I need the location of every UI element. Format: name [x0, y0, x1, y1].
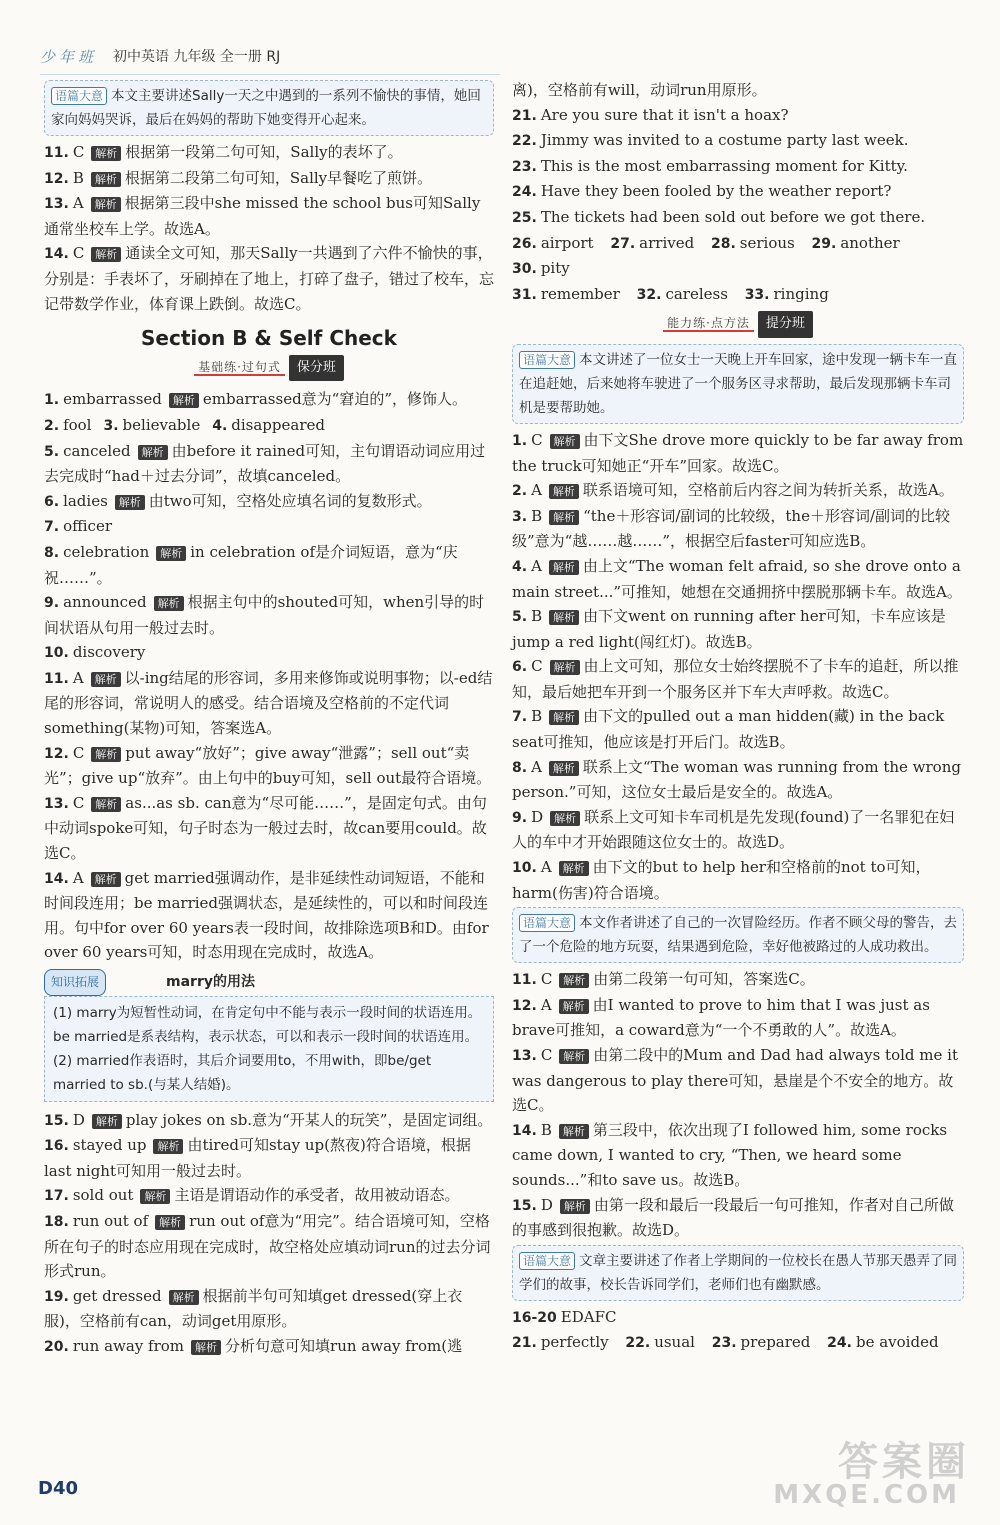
- answer-item: [512, 1118, 964, 1193]
- explain-tag: 解析: [140, 1189, 170, 1204]
- item-answer: sold out: [72, 1186, 134, 1205]
- item-answer: A: [531, 556, 542, 575]
- item-answer: A: [531, 757, 542, 776]
- section-title: Section B & Self Check: [141, 326, 397, 351]
- item-answer: ringing: [773, 284, 829, 303]
- item-number: 21.: [512, 1335, 537, 1352]
- item-answer: D: [72, 1110, 85, 1129]
- item-text: 由下文She drove more quickly to be far away from the truck可知她正“开车”回家。故选C。: [512, 430, 964, 475]
- item-number: 5.: [44, 443, 60, 460]
- item-text: 通读全文可知，那天Sally一共遇到了六件不愉快的事，分别是：手表坏了，牙刷掉在了地上，打碎了盘子，错过了校车，忘记带数学作业，体育课上跌倒。故选C。: [44, 244, 495, 313]
- item-number: 29.: [811, 235, 837, 252]
- book-meta: 初中英语 九年级 全一册 RJ: [113, 49, 281, 65]
- answer-item: [512, 755, 964, 805]
- answer-item: [44, 1183, 494, 1209]
- level-bar: [512, 311, 964, 338]
- item-text: play jokes on sb.意为“开某人的玩笑”，是固定词组。: [125, 1110, 493, 1129]
- explain-tag: 解析: [549, 510, 579, 525]
- item-answer: ladies: [63, 491, 108, 510]
- item-answer: discovery: [72, 643, 146, 662]
- item-answer: embarrassed: [63, 390, 162, 409]
- answer-item: [44, 540, 494, 590]
- answer-item: [44, 191, 494, 241]
- item-answer: airport: [540, 233, 594, 252]
- item-number: 15.: [512, 1197, 537, 1214]
- item-text: 由第二段第一句可知，答案选C。: [593, 970, 815, 989]
- item-number: 22.: [512, 133, 537, 150]
- explain-tag: 解析: [153, 1139, 183, 1154]
- answer-item: [512, 855, 964, 905]
- item-text: get married强调动作，是非延续性动词短语，不能和时间段连用；be married强调状态，是延续性的，可以和时间段连用。句中for over 60 years表一段时间，故排除选项B和D。由for over 60 years可知，时态用现在完成时，故选A。: [44, 868, 489, 962]
- item-answer: believable: [122, 415, 201, 434]
- sentence-item: [512, 179, 964, 205]
- item-number: 1.: [44, 392, 60, 409]
- item-answer: remember: [540, 284, 620, 303]
- sentence-item: [512, 205, 964, 231]
- explain-tag: 解析: [91, 197, 121, 212]
- summary-tag: 语篇大意: [519, 351, 575, 369]
- extension-title: marry的用法: [166, 974, 255, 990]
- item-text: 由第一段和最后一段最后一句可推知，作者对自己所做的事感到很抱歉。故选D。: [512, 1195, 954, 1240]
- item-text: put away“放好”；give away“泄露”；sell out“卖光”；give up“放弃”。由上句中的buy可知，sell out最符合语境。: [44, 743, 492, 788]
- item-number: 13.: [512, 1048, 537, 1064]
- item-text: 联系上文可知卡车司机是先发现(found)了一名罪犯在妇人的车中才开始跟随这位女士的。故选D。: [512, 807, 955, 852]
- item-text: as...as sb. can意为“尽可能……”，是固定句式。由句中动词spoke可知，句子时态为一般过去时，故can要用could。故选C。: [44, 793, 487, 863]
- item-number: 15.: [44, 1112, 69, 1129]
- answer-item: [44, 489, 494, 515]
- item-answer: C: [72, 743, 85, 762]
- item-answer: A: [72, 868, 84, 887]
- item-number: 23.: [711, 1335, 737, 1352]
- item-text: 以-ing结尾的形容词，多用来修饰或说明事物；以-ed结尾的形容词，常说明人的感受。结合语境及空格前的不定代词something(某物)可知，答案选A。: [44, 668, 493, 738]
- item-answer: officer: [63, 517, 112, 536]
- item-answer: C: [72, 244, 85, 263]
- explain-tag: 解析: [550, 660, 580, 675]
- answer-item: [44, 1334, 494, 1360]
- explain-tag: 解析: [115, 495, 145, 510]
- item-text: embarrassed意为“窘迫的”，修饰人。: [202, 390, 468, 409]
- answer-item: [512, 967, 964, 993]
- answer-item: [44, 640, 494, 666]
- item-number: 13.: [44, 795, 69, 812]
- item-number: 23.: [512, 158, 537, 175]
- level-label: 基础练·过句式: [194, 360, 285, 376]
- item-number: 3.: [103, 417, 119, 434]
- item-number: 11.: [44, 670, 69, 687]
- item-answer: B: [531, 607, 543, 626]
- sentence-item: [512, 128, 964, 154]
- item-text: Have they been fooled by the weather report?: [540, 182, 892, 201]
- summary-box: [44, 80, 494, 136]
- summary-box: [512, 344, 964, 424]
- item-number: 11.: [512, 972, 537, 989]
- answer-item: [512, 428, 964, 478]
- brand-logo: 少年班: [40, 47, 98, 66]
- item-answer: B: [531, 707, 543, 726]
- explain-tag: 解析: [549, 710, 579, 725]
- answer-item: [44, 1209, 494, 1284]
- item-text: 由I wanted to prove to him that I was just as brave可推知，a coward意为“一个不勇敢的人”。故选A。: [512, 995, 930, 1040]
- item-text: in celebration of是介词短语，意为“庆祝……”。: [44, 542, 458, 587]
- answer-item: [44, 166, 494, 192]
- item-number: 7.: [512, 709, 528, 726]
- item-answer: C: [540, 1046, 553, 1064]
- extension-box: [44, 996, 494, 1102]
- summary-text: 本文主要讲述Sally一天之中遇到的一系列不愉快的事情，她回家向妈妈哭诉，最后在妈妈的帮助下她变得开心起来。: [51, 88, 481, 128]
- item-text: 第三段中，依次出现了I followed him, some rocks came down, I wanted to cry, “Then, we heard some sounds...”和to save us。故选B。: [512, 1120, 948, 1189]
- item-text: 由before it rained可知，主句谓语动词应用过去完成时“had＋过去分词”，故填canceled。: [44, 441, 486, 486]
- item-number: 16.: [44, 1138, 69, 1155]
- item-answer: fool: [63, 415, 92, 434]
- answer-item: [512, 504, 964, 554]
- item-answer: pity: [540, 259, 570, 278]
- answer-item: [44, 439, 494, 489]
- answer-item: [44, 1284, 494, 1334]
- item-number: 28.: [710, 235, 736, 252]
- watermark-logo: 答案圈: [838, 1439, 970, 1485]
- answer-item: [512, 554, 964, 604]
- answer-item: [44, 1133, 494, 1183]
- answer-item: [512, 993, 964, 1043]
- extension-para: (2) married作表语时，其后介词要用to，不用with，即be/get married to sb.(与某人结婚)。: [53, 1052, 432, 1093]
- explain-tag: 解析: [549, 610, 579, 625]
- item-answer: D: [531, 807, 544, 826]
- item-text: 主语是谓语动作的承受者，故用被动语态。: [174, 1186, 460, 1205]
- item-answer: C: [540, 970, 553, 989]
- item-number: 6.: [44, 493, 60, 510]
- explain-tag: 解析: [559, 1124, 589, 1139]
- item-text: 由第二段中的Mum and Dad had always told me it was dangerous to play there可知，悬崖是个不安全的地方。故选C。: [512, 1046, 958, 1115]
- item-answer: stayed up: [72, 1136, 147, 1155]
- item-number: 31.: [512, 286, 537, 303]
- item-answer: canceled: [63, 441, 131, 460]
- explain-tag: 解析: [91, 672, 121, 687]
- summary-tag: 语篇大意: [51, 87, 107, 105]
- item-text: 根据主句中的shouted可知，when引导的时间状语从句用一般过去时。: [44, 593, 485, 637]
- right-column: [512, 78, 964, 1356]
- item-number: 26.: [512, 235, 537, 252]
- explain-tag: 解析: [91, 247, 121, 262]
- item-text: “the＋形容词/副词的比较级，the＋形容词/副词的比较级”意为“越……越……”，根据空后faster可知应选B。: [512, 506, 951, 551]
- item-text: This is the most embarrassing moment for Kitty.: [540, 156, 908, 175]
- item-number: 20.: [44, 1338, 69, 1355]
- item-text: 由上文可知，那位女士始终摆脱不了卡车的追赶，所以推知，最后她把车开到一个服务区并下车大声呼救。故选C。: [512, 657, 959, 701]
- explain-tag: 解析: [549, 560, 579, 575]
- item-answer: A: [540, 858, 552, 877]
- item-number: 9.: [512, 809, 528, 826]
- item-number: 3.: [512, 508, 528, 525]
- summary-tag: 语篇大意: [519, 1252, 575, 1270]
- item-number: 8.: [44, 544, 60, 561]
- summary-box: [512, 907, 964, 963]
- answer-item: [44, 140, 494, 166]
- sentence-item: [512, 154, 964, 180]
- level-badge: 保分班: [289, 355, 344, 382]
- item-answer: D: [540, 1195, 553, 1214]
- item-text: 由下文的but to help her和空格前的not to可知，harm(伤害)符合语境。: [512, 858, 931, 902]
- item-number: 7.: [44, 519, 60, 536]
- explain-tag: 解析: [91, 747, 121, 762]
- summary-text: 本文作者讲述了自己的一次冒险经历。作者不顾父母的警告，去了一个危险的地方玩耍，结果遇到危险，幸好他被路过的人成功救出。: [519, 915, 958, 956]
- explain-tag: 解析: [550, 811, 580, 826]
- answer-item: [44, 866, 494, 965]
- answer-item: [512, 805, 964, 855]
- item-number: 30.: [512, 261, 537, 278]
- answer-item: [512, 604, 964, 654]
- summary-text: 文章主要讲述了作者上学期间的一位校长在愚人节那天愚弄了同学们的故事，校长告诉同学们，老师们也有幽默感。: [519, 1252, 958, 1293]
- item-number: 2.: [512, 483, 528, 500]
- answer-item: [44, 241, 494, 316]
- item-text: 根据前半句可知填get dressed(穿上衣服)，空格前有can，动词get用原形。: [44, 1286, 463, 1331]
- item-number: 10.: [44, 645, 69, 662]
- explain-tag: 解析: [91, 146, 121, 161]
- item-answer: prepared: [740, 1333, 811, 1352]
- explain-tag: 解析: [91, 172, 121, 187]
- summary-tag: 语篇大意: [519, 914, 575, 932]
- item-answer: another: [840, 233, 900, 252]
- item-answer: get dressed: [72, 1286, 162, 1305]
- left-column: [44, 78, 494, 1360]
- item-number: 16-20: [512, 1309, 557, 1326]
- explain-tag: 解析: [559, 973, 589, 988]
- item-number: 27.: [610, 235, 636, 252]
- answer-item: [44, 514, 494, 540]
- item-number: 32.: [636, 286, 662, 303]
- item-number: 25.: [512, 209, 537, 226]
- continued-text: 离)，空格前有will，动词run用原形。: [512, 81, 767, 99]
- explain-tag: 解析: [91, 872, 121, 887]
- extension-para: (1) marry为短暂性动词，在肯定句中不能与表示一段时间的状语连用。be married是系表结构，表示状态，可以和表示一段时间的状语连用。: [53, 1004, 482, 1045]
- item-text: 根据第二段第二句可知，Sally早餐吃了煎饼。: [124, 168, 433, 187]
- item-answer: perfectly: [540, 1333, 609, 1352]
- item-answer: A: [72, 668, 84, 687]
- item-text: 联系上文“The woman was running from the wrong person.”可知，这位女士最后是安全的。故选A。: [512, 757, 961, 802]
- word-row: [512, 282, 964, 308]
- extension-tag: 知识拓展: [44, 969, 106, 996]
- answer-item: [44, 791, 494, 866]
- item-number: 4.: [512, 558, 528, 575]
- item-number: 6.: [512, 659, 528, 676]
- item-answer: C: [531, 657, 543, 676]
- page-header: [40, 38, 500, 74]
- item-number: 19.: [44, 1288, 69, 1305]
- item-text: 由two可知，空格处应填名词的复数形式。: [148, 491, 432, 510]
- item-answer: usual: [654, 1333, 695, 1352]
- explain-tag: 解析: [549, 484, 579, 499]
- item-number: 33.: [744, 286, 770, 303]
- item-answer: serious: [739, 233, 795, 252]
- item-answer: A: [72, 194, 84, 213]
- item-number: 8.: [512, 759, 528, 776]
- answer-item: [44, 1108, 494, 1134]
- item-number: 24.: [827, 1335, 852, 1352]
- item-answer: C: [531, 430, 543, 449]
- item-answer: run away from: [72, 1336, 185, 1355]
- level-label: 能力练·点方法: [663, 316, 754, 332]
- item-number: 18.: [44, 1213, 69, 1230]
- answer-item: [44, 413, 494, 439]
- answer-item: [512, 704, 964, 754]
- answer-item: [44, 741, 494, 791]
- item-number: 9.: [44, 595, 60, 612]
- item-text: Are you sure that it isn't a hoax?: [540, 105, 789, 124]
- item-answer: announced: [63, 593, 147, 612]
- item-number: 21.: [512, 107, 537, 124]
- word-row: [512, 231, 964, 282]
- answer-item: [512, 1305, 964, 1331]
- item-answer: be avoided: [855, 1333, 939, 1352]
- item-number: 2.: [44, 417, 60, 434]
- item-answer: C: [72, 143, 85, 161]
- item-number: 22.: [625, 1335, 651, 1352]
- explain-tag: 解析: [155, 1215, 185, 1230]
- item-answer: EDAFC: [560, 1307, 617, 1326]
- word-row: [512, 1330, 964, 1356]
- item-number: 12.: [44, 170, 69, 187]
- item-answer: A: [531, 481, 542, 500]
- item-text: Jimmy was invited to a costume party last week.: [540, 131, 909, 150]
- item-text: 由下文went on running after her可知，卡车应该是jump a red light(闯红灯)。故选B。: [512, 607, 946, 651]
- header-divider: [40, 74, 500, 75]
- answer-item: [512, 478, 964, 504]
- explain-tag: 解析: [549, 761, 579, 776]
- answer-item: [44, 387, 494, 413]
- item-number: 11.: [44, 145, 69, 161]
- item-text: 由上文“The woman felt afraid, so she drove onto a main street...”可推知，她想在交通拥挤中摆脱那辆卡车。故选A。: [512, 556, 962, 601]
- item-number: 10.: [512, 860, 537, 877]
- item-text: 由下文的pulled out a man hidden(藏) in the back seat可推知，他应该是打开后门。故选B。: [512, 707, 945, 752]
- sentence-item: [512, 103, 964, 129]
- explain-tag: 解析: [154, 596, 184, 611]
- item-number: 17.: [44, 1188, 69, 1205]
- item-number: 1.: [512, 432, 528, 449]
- summary-text: 本文讲述了一位女士一天晚上开车回家，途中发现一辆卡车一直在追赶她，后来她将车驶进了一个服务区寻求帮助，最后发现那辆卡车司机是要帮助她。: [519, 351, 958, 416]
- item-answer: celebration: [63, 542, 150, 561]
- item-number: 5.: [512, 609, 528, 626]
- item-text: 根据第一段第二句可知，Sally的表坏了。: [125, 143, 403, 161]
- explain-tag: 解析: [559, 999, 589, 1014]
- item-answer: B: [531, 506, 543, 525]
- explain-tag: 解析: [156, 546, 186, 561]
- explain-tag: 解析: [138, 445, 168, 460]
- explain-tag: 解析: [169, 1290, 199, 1305]
- explain-tag: 解析: [191, 1340, 221, 1355]
- answer-item: [512, 1043, 964, 1118]
- item-answer: B: [540, 1120, 552, 1139]
- item-number: 13.: [44, 196, 69, 213]
- explain-tag: 解析: [560, 1199, 590, 1214]
- page-number: D40: [38, 1478, 78, 1499]
- answer-item: [512, 654, 964, 704]
- item-text: 分析句意可知填run away from(逃: [225, 1336, 463, 1355]
- item-answer: disappeared: [231, 415, 325, 434]
- item-number: 14.: [44, 246, 69, 263]
- item-text: 联系语境可知，空格前后内容之间为转折关系，故选A。: [582, 481, 954, 500]
- level-bar: [44, 355, 494, 382]
- item-text: run out of意为“用完”。结合语境可知，空格所在句子的时态应用现在完成时，故空格处应填动词run的过去分词形式run。: [44, 1211, 491, 1281]
- answer-item: [44, 590, 494, 640]
- item-number: 14.: [44, 870, 69, 887]
- item-number: 4.: [212, 417, 228, 434]
- item-number: 12.: [512, 997, 537, 1014]
- answer-item: [44, 666, 494, 741]
- item-answer: A: [540, 995, 552, 1014]
- item-number: 12.: [44, 745, 69, 762]
- answer-item: [512, 1193, 964, 1243]
- watermark-url: MXQE.COM: [773, 1480, 960, 1510]
- item-answer: arrived: [639, 233, 695, 252]
- item-number: 14.: [512, 1122, 537, 1139]
- item-text: 根据第三段中she missed the school bus可知Sally通常坐校车上学。故选A。: [44, 194, 481, 238]
- explain-tag: 解析: [559, 861, 589, 876]
- summary-box: [512, 1245, 964, 1301]
- extension-header: [44, 969, 494, 996]
- item-answer: run out of: [72, 1211, 149, 1230]
- item-answer: C: [72, 793, 85, 812]
- explain-tag: 解析: [559, 1049, 589, 1064]
- item-number: 24.: [512, 184, 537, 201]
- item-answer: careless: [665, 284, 728, 303]
- explain-tag: 解析: [169, 393, 199, 408]
- item-answer: B: [72, 168, 84, 187]
- item-text: 由tired可知stay up(熬夜)符合语境，根据last night可知用一般过去时。: [44, 1136, 471, 1180]
- item-text: The tickets had been sold out before we got there.: [540, 207, 926, 226]
- explain-tag: 解析: [550, 434, 580, 449]
- explain-tag: 解析: [92, 1114, 122, 1129]
- level-badge: 提分班: [758, 311, 813, 338]
- explain-tag: 解析: [91, 797, 121, 812]
